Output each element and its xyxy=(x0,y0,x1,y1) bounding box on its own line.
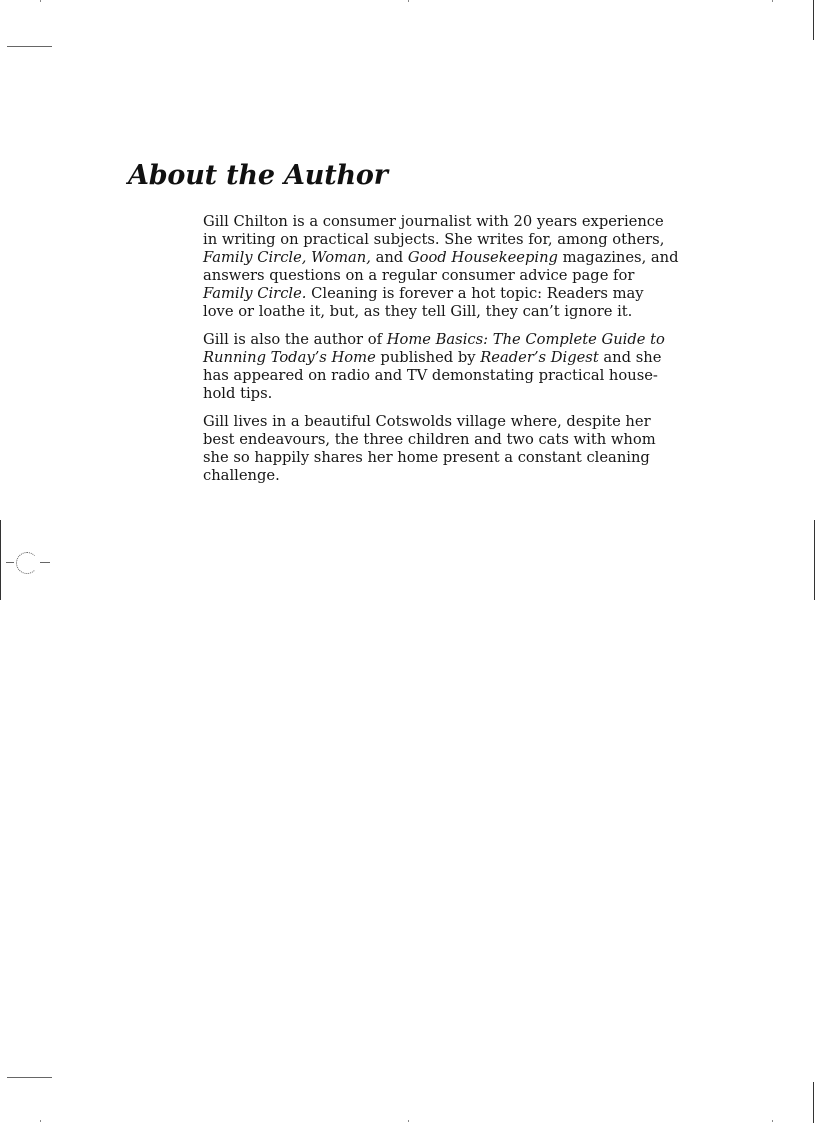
text-line xyxy=(203,267,708,285)
text-line xyxy=(203,231,708,249)
bio-paragraph xyxy=(203,213,708,321)
text-line xyxy=(203,467,708,485)
italic-title-text: Family Circle, Woman, xyxy=(203,249,371,266)
bio-paragraph xyxy=(203,331,708,403)
text-line xyxy=(203,449,708,467)
registration-tick-left xyxy=(6,562,14,563)
text-run: and she xyxy=(598,349,662,366)
text-run: challenge. xyxy=(203,467,280,484)
page-title: About the Author xyxy=(128,160,388,191)
registration-tick-right xyxy=(40,562,50,563)
crop-dot xyxy=(408,0,409,2)
text-run: hold tips. xyxy=(203,385,273,402)
italic-title-text: Family Circle. xyxy=(203,285,307,302)
text-line xyxy=(203,431,708,449)
text-run: Gill Chilton is a consumer journalist with 20 years experience xyxy=(203,213,664,230)
text-line xyxy=(203,349,708,367)
italic-title-text: Reader’s Digest xyxy=(480,349,599,366)
text-run: Cleaning is forever a hot topic: Readers may xyxy=(306,285,644,302)
registration-line-left xyxy=(0,520,1,600)
registration-line-right xyxy=(814,520,815,600)
text-run: has appeared on radio and TV demonstating practical house- xyxy=(203,367,658,384)
text-run: in writing on practical subjects. She writes for, among others, xyxy=(203,231,665,248)
crop-mark-top-left xyxy=(7,46,52,47)
text-run: best endeavours, the three children and two cats with whom xyxy=(203,431,656,448)
italic-title-text: Home Basics: The Complete Guide to xyxy=(386,331,665,348)
crop-dot xyxy=(772,0,773,2)
crop-dot xyxy=(408,1120,409,1122)
crop-dot xyxy=(40,1120,41,1122)
text-run: love or loathe it, but, as they tell Gill, they can’t ignore it. xyxy=(203,303,633,320)
bio-paragraph xyxy=(203,413,708,485)
italic-title-text: Good Housekeeping xyxy=(407,249,558,266)
text-run: published by xyxy=(375,349,481,366)
crop-dot xyxy=(772,1120,773,1122)
text-line xyxy=(203,385,708,403)
crop-mark-bottom-left xyxy=(7,1077,52,1078)
text-line xyxy=(203,367,708,385)
text-line xyxy=(203,303,708,321)
author-bio xyxy=(203,213,708,495)
registration-mark-icon xyxy=(16,552,38,574)
crop-line-right-top xyxy=(813,0,814,40)
text-line xyxy=(203,285,708,303)
text-line xyxy=(203,249,708,267)
text-line xyxy=(203,331,708,349)
text-run: she so happily shares her home present a constant cleaning xyxy=(203,449,650,466)
text-run: Gill is also the author of xyxy=(203,331,387,348)
text-run: Gill lives in a beautiful Cotswolds village where, despite her xyxy=(203,413,651,430)
italic-title-text: Running Today’s Home xyxy=(203,349,376,366)
text-line xyxy=(203,413,708,431)
text-line xyxy=(203,213,708,231)
text-run: magazines, and xyxy=(557,249,679,266)
text-run: and xyxy=(370,249,408,266)
crop-line-right-bottom xyxy=(813,1082,814,1123)
text-run: answers questions on a regular consumer advice page for xyxy=(203,267,635,284)
crop-dot xyxy=(40,0,41,2)
